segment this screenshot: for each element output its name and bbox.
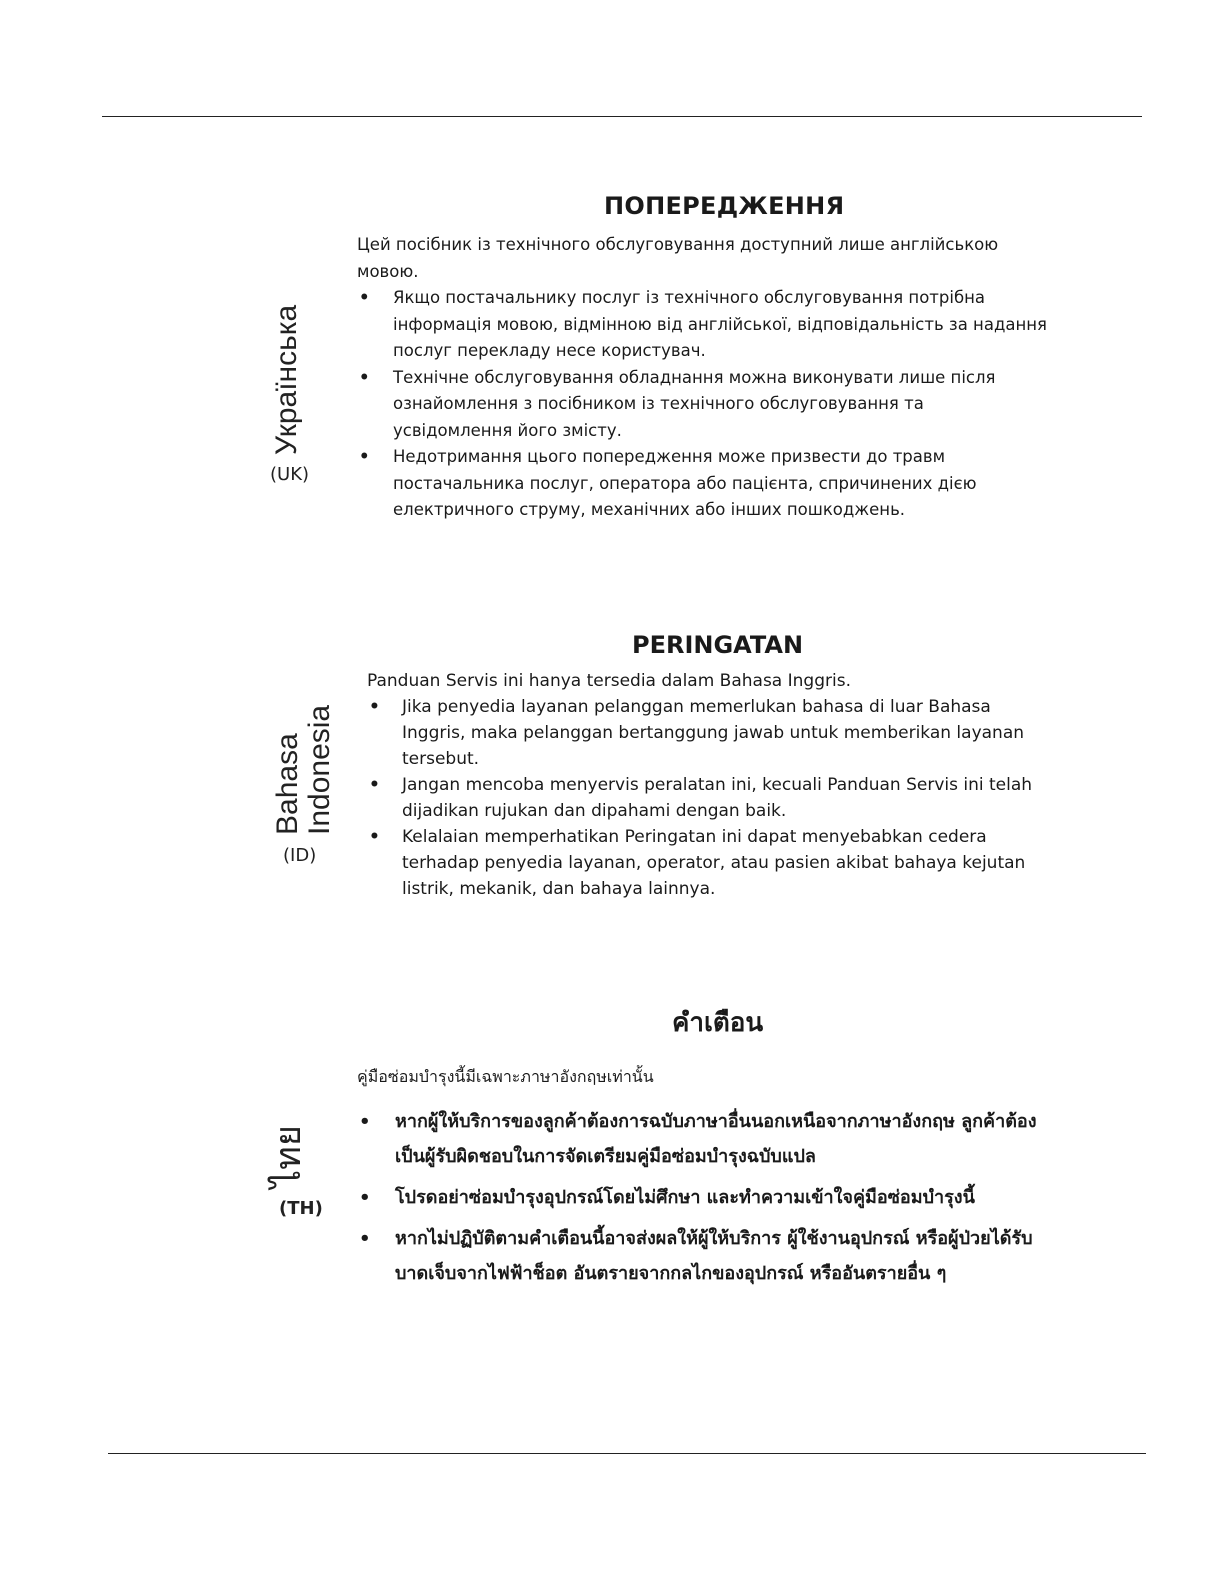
- warning-body-id: [367, 668, 1037, 902]
- warning-list-id: [367, 694, 1037, 902]
- list-item-text: Jika penyedia layanan pelanggan memerlukan bahasa di luar Bahasa Inggris, maka pelanggan bertanggung jawab untuk memberikan layanan tersebut.: [402, 697, 1025, 769]
- bullet-icon: •: [359, 1228, 371, 1249]
- list-item-text: Kelalaian memperhatikan Peringatan ini dapat menyebabkan cedera terhadap penyedia layanan, operator, atau pasien akibat bahaya kejutan listrik, mekanik, dan bahaya lainnya.: [402, 827, 1026, 899]
- warning-title-id: PERINGATAN: [632, 630, 804, 659]
- language-name-th: ไทย: [267, 1125, 308, 1188]
- list-item: [357, 1104, 1057, 1174]
- warning-list-uk: [357, 285, 1047, 524]
- list-item: [357, 285, 1047, 365]
- warning-body-uk: [357, 232, 1047, 524]
- warning-list-th: [357, 1104, 1057, 1291]
- list-item: [357, 1180, 1057, 1215]
- warning-intro-id: Panduan Servis ini hanya tersedia dalam Bahasa Inggris.: [367, 671, 851, 691]
- list-item: [357, 1221, 1057, 1291]
- list-item: [367, 824, 1037, 902]
- language-name-id-line2: Indonesia: [303, 704, 336, 835]
- list-item-text: Технічне обслуговування обладнання можна виконувати лише після ознайомлення з посібником із технічного обслуговування та усвідомлення його змісту.: [393, 367, 996, 440]
- bottom-divider: [108, 1453, 1146, 1454]
- language-code-uk: (UK): [270, 464, 310, 485]
- bullet-icon: •: [359, 288, 370, 307]
- list-item-text: โปรดอย่าซ่อมบำรุงอุปกรณ์โดยไม่ศึกษา และทำความเข้าใจคู่มือซ่อมบำรุงนี้: [395, 1187, 975, 1208]
- language-code-th: (TH): [279, 1198, 323, 1219]
- list-item-text: Недотримання цього попередження може призвести до травм постачальника послуг, оператора або пацієнта, спричинених дією електричного струму, механічних або інших пошкоджень.: [393, 447, 977, 519]
- bullet-icon: •: [369, 697, 380, 717]
- list-item-text: Якщо постачальнику послуг із технічного обслуговування потрібна інформація мовою, відмінною від англійської, відповідальність за надання послуг перекладу несе користувач.: [393, 288, 1047, 360]
- warning-intro-uk: Цей посібник із технічного обслуговування доступний лише англійською мовою.: [357, 235, 999, 281]
- list-item: [357, 365, 1047, 445]
- list-item: [367, 694, 1037, 772]
- list-item-text: Jangan mencoba menyervis peralatan ini, kecuali Panduan Servis ini telah dijadikan rujukan dan dipahami dengan baik.: [402, 775, 1033, 821]
- warning-title-th: คำเตือน: [672, 1007, 764, 1038]
- warning-intro-th: คู่มือซ่อมบำรุงนี้มีเฉพาะภาษาอังกฤษเท่านั้น: [357, 1067, 654, 1086]
- warning-body-th: [357, 1064, 1057, 1297]
- bullet-icon: •: [359, 367, 370, 387]
- bullet-icon: •: [359, 1187, 371, 1208]
- bullet-icon: •: [369, 775, 380, 795]
- list-item: [367, 772, 1037, 824]
- list-item-text: หากผู้ให้บริการของลูกค้าต้องการฉบับภาษาอื่นนอกเหนือจากภาษาอังกฤษ ลูกค้าต้องเป็นผู้รับผิดชอบในการจัดเตรียมคู่มือซ่อมบำรุงฉบับแปล: [395, 1111, 1037, 1167]
- language-name-id-line1: Bahasa: [271, 733, 304, 835]
- list-item: [357, 444, 1047, 524]
- list-item-text: หากไม่ปฏิบัติตามคำเตือนนี้อาจส่งผลให้ผู้ให้บริการ ผู้ใช้งานอุปกรณ์ หรือผู้ป่วยได้รับบาดเจ็บจากไฟฟ้าช็อต อันตรายจากกลไกของอุปกรณ์ หรืออันตรายอื่น ๆ: [395, 1228, 1033, 1284]
- bullet-icon: •: [359, 1111, 371, 1132]
- warning-title-uk: ПОПЕРЕДЖЕННЯ: [604, 191, 845, 220]
- top-divider: [102, 116, 1142, 117]
- language-name-uk: Українська: [270, 304, 303, 455]
- bullet-icon: •: [369, 827, 380, 847]
- language-code-id: (ID): [283, 845, 317, 866]
- bullet-icon: •: [359, 447, 370, 466]
- language-name-id: [272, 705, 336, 835]
